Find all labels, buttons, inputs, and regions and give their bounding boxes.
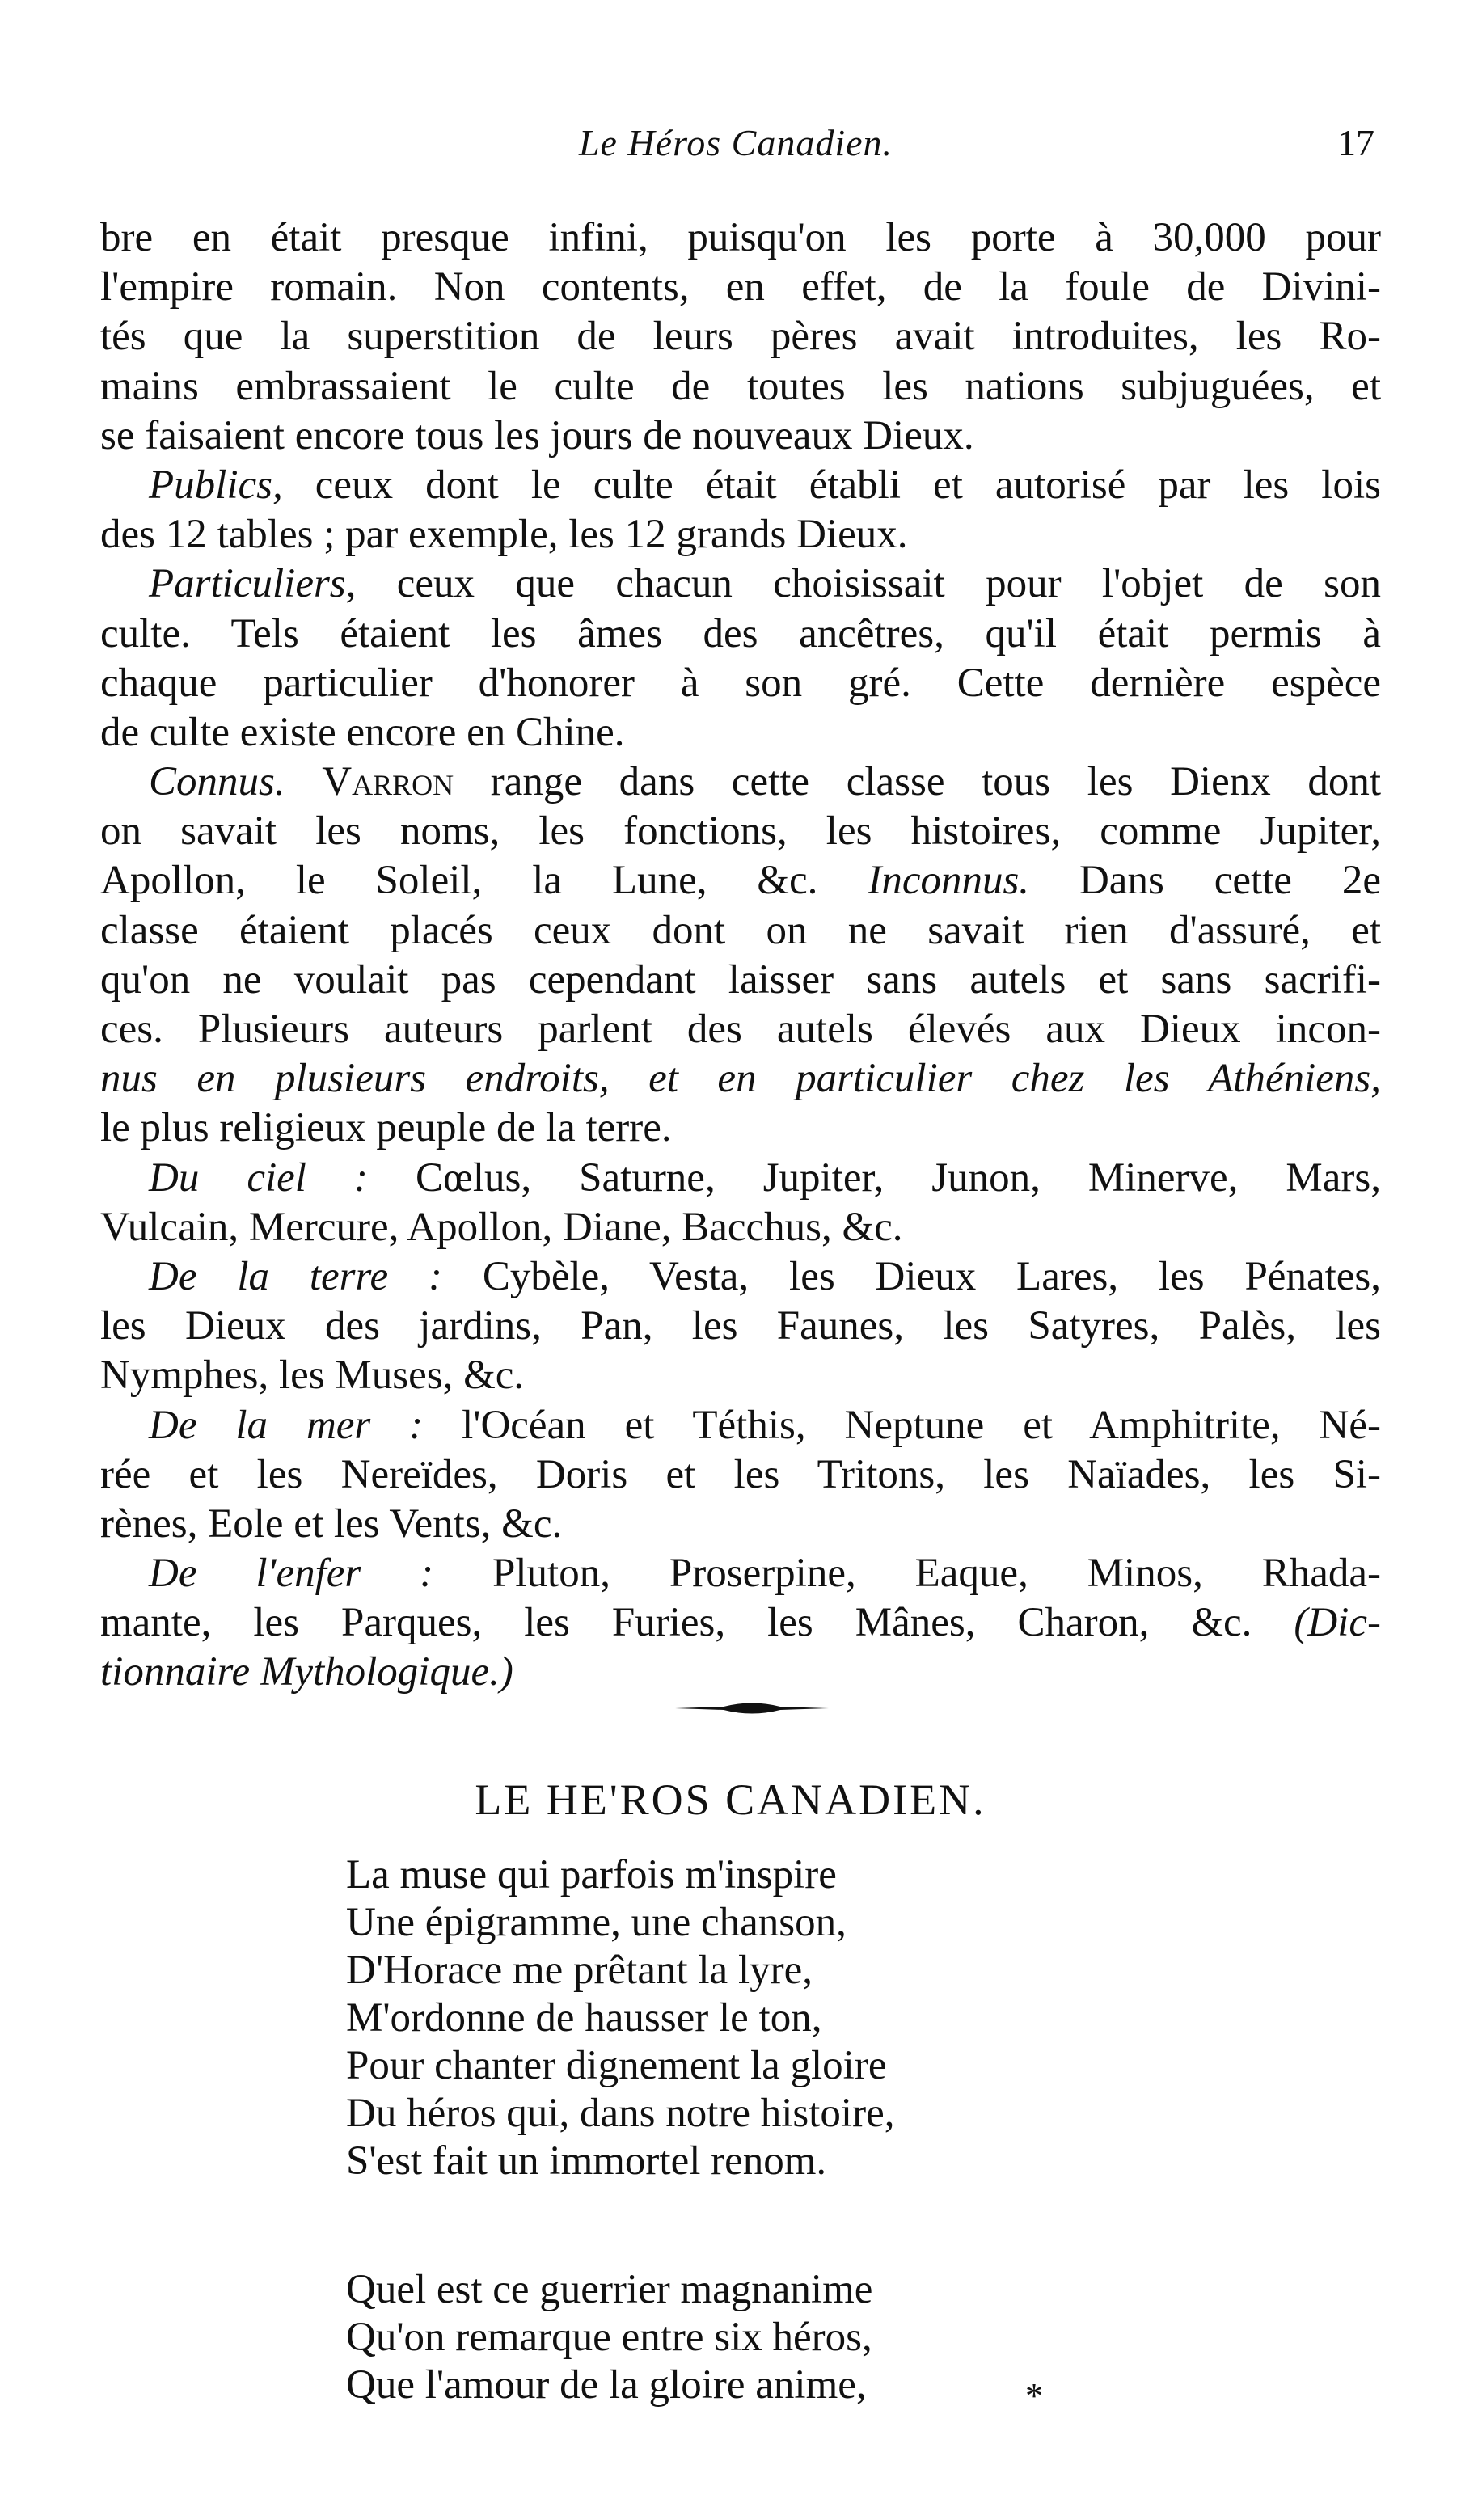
verse-line: D'Horace me prêtant la lyre, — [346, 1948, 813, 1993]
entry-term-de-la-mer: De la mer : — [149, 1402, 424, 1448]
text-line: Vulcain, Mercure, Apollon, Diane, Bacchus, &c. — [100, 1204, 903, 1250]
text-line: Publics, ceux dont le culte était établi et autorisé par les lois — [149, 462, 1381, 508]
author-name: Varron — [322, 759, 454, 805]
poem — [346, 1851, 1074, 2409]
text-line: culte. Tels étaient les âmes des ancêtres, qu'il était permis à — [100, 610, 1381, 656]
verse-line: Du héros qui, dans notre histoire, — [346, 2091, 895, 2136]
footnote-asterisk: * — [1025, 2376, 1043, 2416]
text-line: on savait les noms, les fonctions, les histoires, comme Jupiter, — [100, 808, 1381, 855]
citation: tionnaire Mythologique.) — [100, 1649, 513, 1695]
text-line: rée et les Nereïdes, Doris et les Tritons, les Naïades, les Si- — [100, 1451, 1381, 1497]
text-line: le plus religieux peuple de la terre. — [100, 1105, 672, 1151]
entry-term-inconnus: Inconnus. — [868, 858, 1030, 904]
text-line: Particuliers, ceux que chacun choisissait pour l'objet de son — [149, 561, 1381, 607]
entry-term-du-ciel: Du ciel : — [149, 1154, 368, 1201]
text-line: Apollon, le Soleil, la Lune, &c. Inconnus. Dans cette 2e — [100, 858, 1381, 904]
text-line: tés que la superstition de leurs pères avait introduites, les Ro- — [100, 314, 1381, 360]
entry-term-de-l-enfer: De l'enfer : — [149, 1551, 434, 1597]
section-divider-ornament — [675, 1696, 829, 1720]
text-line — [100, 1648, 1381, 1697]
verse-line: Qu'on remarque entre six héros, — [346, 2315, 872, 2360]
poem-title: LE HE'ROS CANADIEN. — [475, 1775, 986, 1824]
entry-term-particuliers: Particuliers, — [149, 561, 357, 607]
body-text — [100, 213, 1381, 1698]
text-line: De la mer : l'Océan et Téthis, Neptune et Amphitrite, Né- — [149, 1402, 1382, 1448]
verse-line: Une épigramme, une chanson, — [346, 1900, 847, 1945]
text-line: se faisaient encore tous les jours de nouveaux Dieux. — [100, 412, 974, 458]
text-line: bre en était presque infini, puisqu'on les porte à 30,000 pour — [100, 215, 1381, 260]
text-line: de culte existe encore en Chine. — [100, 709, 625, 755]
text-line: les Dieux des jardins, Pan, les Faunes, les Satyres, Palès, les — [100, 1303, 1381, 1349]
page-number: 17 — [1337, 122, 1374, 163]
text-line: ces. Plusieurs auteurs parlent des autels élevés aux Dieux incon- — [100, 1007, 1381, 1052]
verse-line: Pour chanter dignement la gloire — [346, 2043, 887, 2088]
citation: (Dic- — [1294, 1600, 1381, 1646]
entry-term-de-la-terre: De la terre : — [149, 1253, 442, 1299]
running-head — [97, 121, 1374, 170]
verse-line: S'est fait un immortel renom. — [346, 2138, 827, 2184]
text-line: Connus. Varron range dans cette classe tous les Dienx dont — [149, 759, 1382, 805]
verse-line: Quel est ce guerrier magnanime — [346, 2267, 873, 2312]
entry-term-publics: Publics, — [149, 462, 283, 508]
stanza-break — [346, 2185, 1074, 2266]
text-line: l'empire romain. Non contents, en effet, de la foule de Divini- — [100, 264, 1381, 310]
text-line: classe étaient placés ceux dont on ne savait rien d'assuré, et — [100, 907, 1381, 953]
text-line: rènes, Eole et les Vents, &c. — [100, 1501, 563, 1547]
text-line: mains embrassaient le culte de toutes les nations subjuguées, et — [100, 363, 1381, 409]
text-line: nus en plusieurs endroits, et en particulier chez les Athéniens, — [100, 1056, 1381, 1102]
text-line: chaque particulier d'honorer à son gré. Cette dernière espèce — [100, 660, 1381, 706]
entry-term-connus: Connus. — [149, 759, 285, 805]
text-line: Nymphes, les Muses, &c. — [100, 1353, 525, 1399]
verse-line: Que l'amour de la gloire anime, — [346, 2362, 867, 2408]
text-line: Du ciel : Cœlus, Saturne, Jupiter, Junon, Minerve, Mars, — [149, 1154, 1381, 1201]
text-line: De la terre : Cybèle, Vesta, les Dieux Lares, les Pénates, — [149, 1253, 1381, 1299]
verse-line: M'ordonne de hausser le ton, — [346, 1995, 822, 2041]
text-line: De l'enfer : Pluton, Proserpine, Eaque, Minos, Rhada- — [149, 1551, 1381, 1597]
running-title: Le Héros Canadien. — [578, 122, 893, 163]
verse-line: La muse qui parfois m'inspire — [346, 1852, 837, 1897]
text-line: mante, les Parques, les Furies, les Mânes, Charon, &c. (Dic- — [100, 1600, 1381, 1646]
text-line: qu'on ne voulait pas cependant laisser sans autels et sans sacrifi- — [100, 956, 1381, 1003]
text-line: des 12 tables ; par exemple, les 12 grands Dieux. — [100, 512, 908, 558]
